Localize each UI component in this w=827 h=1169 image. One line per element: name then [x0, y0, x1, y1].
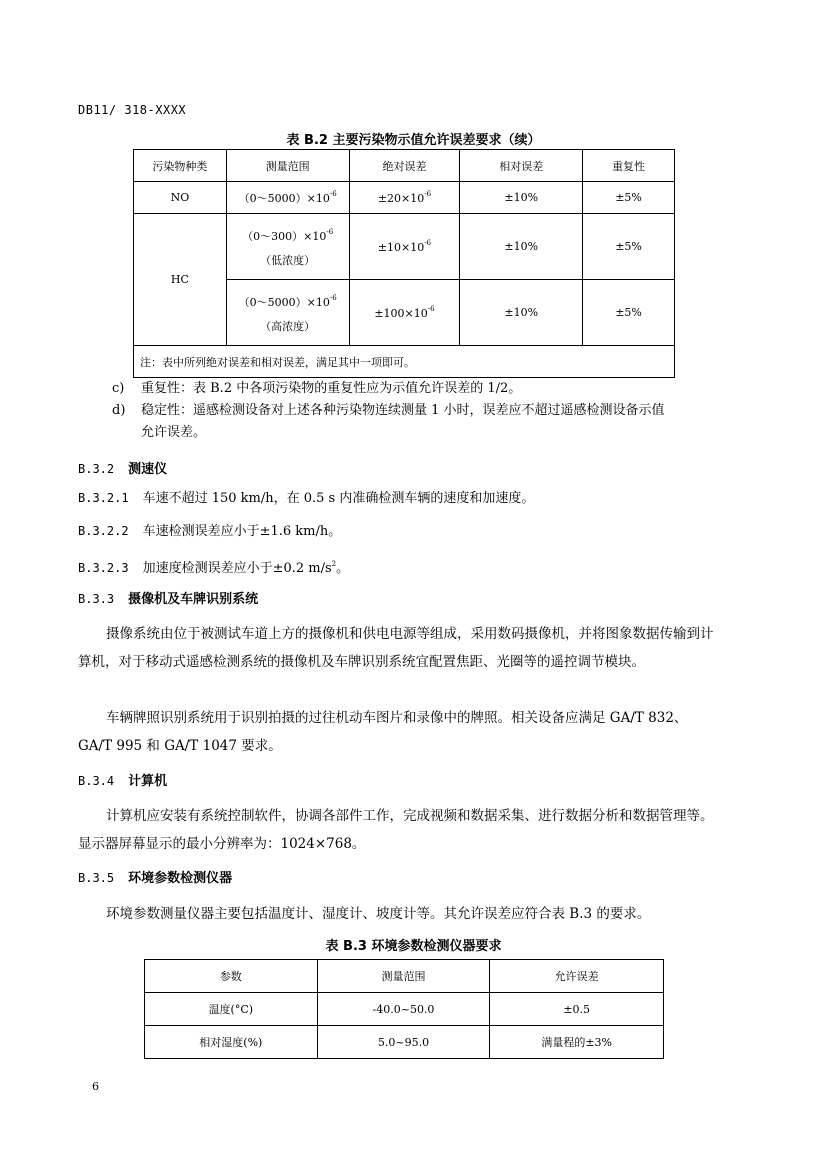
- abs-error-cell: $\pm 20\times 10^{-6}$: [349, 182, 460, 214]
- list-item-label: d): [112, 403, 126, 418]
- table-row: [134, 182, 675, 214]
- range-cell: -40.0~50.0: [317, 993, 490, 1026]
- param-cell: 相对湿度(%): [145, 1026, 318, 1059]
- repeat-cell: ±5%: [583, 214, 675, 280]
- column-header: 重复性: [583, 150, 675, 182]
- param-cell: 温度(°C): [145, 993, 318, 1026]
- document-code: DB11/ 318-XXXX: [78, 103, 187, 117]
- clause-b3323: B.3.2.3 加速度检测误差应小于±0.2 $m/s^2$。: [78, 560, 350, 576]
- table-row: [145, 1026, 664, 1059]
- range-cell: $(0\sim 5000)\times 10^{-6}$: [226, 182, 349, 214]
- list-item-label: c): [112, 381, 125, 396]
- table-note-row: [134, 346, 675, 378]
- page-number: 6: [92, 1080, 99, 1093]
- column-header: 绝对误差: [349, 150, 460, 182]
- section-heading-b333: B.3.3 摄像机及车牌识别系统: [78, 592, 259, 607]
- range-cell: 5.0~95.0: [317, 1026, 490, 1059]
- paragraph-computer: 计算机应安装有系统控制软件，协调各部件工作，完成视频和数据采集、进行数据分析和数据管理等。显示器屏幕显示的最小分辨率为：1024×768。: [78, 808, 714, 852]
- clause-b3321: B.3.2.1 车速不超过 150 km/h，在 0.5 s 内准确检测车辆的速度和加速度。: [78, 491, 535, 506]
- error-cell: ±0.5: [490, 993, 664, 1026]
- table-b3-caption: 表 B.3 环境参数检测仪器要求: [325, 939, 502, 954]
- table-row: [145, 993, 664, 1026]
- rel-error-cell: ±10%: [460, 214, 583, 280]
- abs-error-cell: $\pm 100\times 10^{-6}$: [349, 280, 460, 346]
- table-b3: [144, 959, 664, 1059]
- rel-error-cell: ±10%: [460, 280, 583, 346]
- repeat-cell: ±5%: [583, 182, 675, 214]
- abs-error-cell: $\pm 10\times 10^{-6}$: [349, 214, 460, 280]
- column-header: 测量范围: [226, 150, 349, 182]
- pollutant-cell: NO: [134, 182, 227, 214]
- list-item-text: 重复性：表 B.2 中各项污染物的重复性应为示值允许误差的 1/2。: [141, 381, 522, 396]
- table-row: [134, 214, 675, 280]
- paragraph-environment: 环境参数测量仪器主要包括温度计、湿度计、坡度计等。其允许误差应符合表 B.3 的要求。: [106, 906, 651, 922]
- table-header-row: [145, 960, 664, 993]
- section-heading-b334: B.3.4 计算机: [78, 774, 168, 789]
- pollutant-cell: HC: [134, 214, 227, 346]
- column-header: 污染物种类: [134, 150, 227, 182]
- rel-error-cell: ±10%: [460, 182, 583, 214]
- section-heading-b332: B.3.2 测速仪: [78, 462, 168, 477]
- clause-b3322: B.3.2.2 车速检测误差应小于±1.6 km/h。: [78, 524, 342, 539]
- range-cell: $(0\sim 5000)\times 10^{-6}$ （高浓度）: [226, 280, 349, 346]
- paragraph-camera-system: 摄像系统由位于被测试车道上方的摄像机和供电电源等组成，采用数码摄像机，并将图象数据传输到计算机，对于移动式遥感检测系统的摄像机及车牌识别系统宜配置焦距、光圈等的遥控调节模块。: [78, 626, 714, 670]
- column-header: 相对误差: [460, 150, 583, 182]
- table-note: 注：表中所列绝对误差和相对误差，满足其中一项即可。: [134, 346, 675, 378]
- section-heading-b335: B.3.5 环境参数检测仪器: [78, 871, 233, 886]
- column-header: 参数: [145, 960, 318, 993]
- error-cell: 满量程的±3%: [490, 1026, 664, 1059]
- table-b2-caption: 表 B.2 主要污染物示值允许误差要求（续）: [286, 133, 541, 148]
- table-header-row: [134, 150, 675, 182]
- list-item-text: 稳定性：遥感检测设备对上述各种污染物连续测量 1 小时，误差应不超过遥感检测设备示值: [141, 403, 665, 418]
- repeat-cell: ±5%: [583, 280, 675, 346]
- column-header: 允许误差: [490, 960, 664, 993]
- range-cell: $(0\sim 300)\times 10^{-6}$ （低浓度）: [226, 214, 349, 280]
- list-item-continuation: 允许误差。: [141, 425, 207, 440]
- column-header: 测量范围: [317, 960, 490, 993]
- table-b2: [133, 149, 675, 378]
- paragraph-plate-recognition: 车辆牌照识别系统用于识别拍摄的过往机动车图片和录像中的牌照。相关设备应满足 GA/T 832、GA/T 995 和 GA/T 1047 要求。: [78, 710, 688, 754]
